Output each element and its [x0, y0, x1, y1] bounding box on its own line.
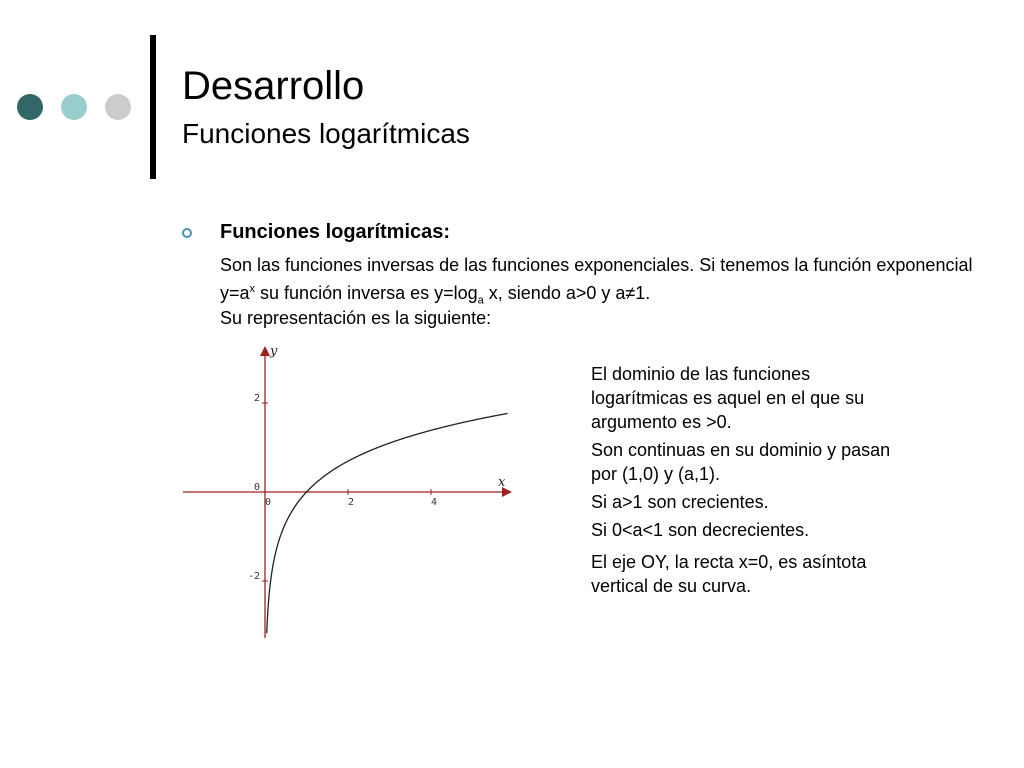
- section-heading: Funciones logarítmicas:: [220, 221, 451, 243]
- exponent-x: x: [249, 283, 256, 295]
- title-divider: [150, 35, 156, 179]
- page-subtitle: Funciones logarítmicas: [182, 118, 470, 149]
- page-title: Desarrollo: [182, 64, 365, 108]
- x-tick-label: 2: [347, 497, 355, 508]
- note-decrecientes: Si 0<a<1 son decrecientes.: [591, 520, 810, 540]
- y-axis-label: y: [270, 344, 278, 359]
- note-crecientes: Si a>1 son crecientes.: [591, 492, 769, 512]
- log-function-graph: [180, 340, 515, 645]
- log-curve: [264, 413, 508, 633]
- decorative-dot-teal: [61, 94, 87, 120]
- y-tick-label: 2: [253, 393, 260, 404]
- bullet-icon: [182, 228, 192, 238]
- log-base-a: a: [477, 294, 484, 307]
- note-continuas: Son continuas en su dominio y pasan por (1,0) y (a,1).: [591, 440, 891, 484]
- definition-text-3: x, siendo a>0 y a≠1.: [483, 283, 651, 303]
- decorative-dot-gray: [105, 94, 131, 120]
- x-tick-label: 0: [264, 497, 272, 508]
- x-axis-label: x: [498, 475, 506, 490]
- definition-text-1: Son las funciones inversas de las funciones exponenciales. Si tenemos la función exponencial y=a: [220, 255, 973, 303]
- representation-label: Su representación es la siguiente:: [220, 308, 492, 328]
- definition-paragraph: [220, 253, 980, 313]
- note-asintota: El eje OY, la recta x=0, es asíntota vertical de su curva.: [591, 552, 867, 596]
- notes-panel: [591, 362, 891, 602]
- y-axis-arrow: [260, 346, 270, 356]
- note-dominio: El dominio de las funciones logarítmicas es aquel en el que su argumento es >0.: [591, 364, 865, 432]
- y-tick-label: -2: [247, 571, 260, 582]
- x-tick-label: 4: [430, 497, 438, 508]
- decorative-dot-dark: [17, 94, 43, 120]
- definition-text-2: su función inversa es y=log: [255, 283, 478, 303]
- y-tick-label: 0: [253, 482, 260, 493]
